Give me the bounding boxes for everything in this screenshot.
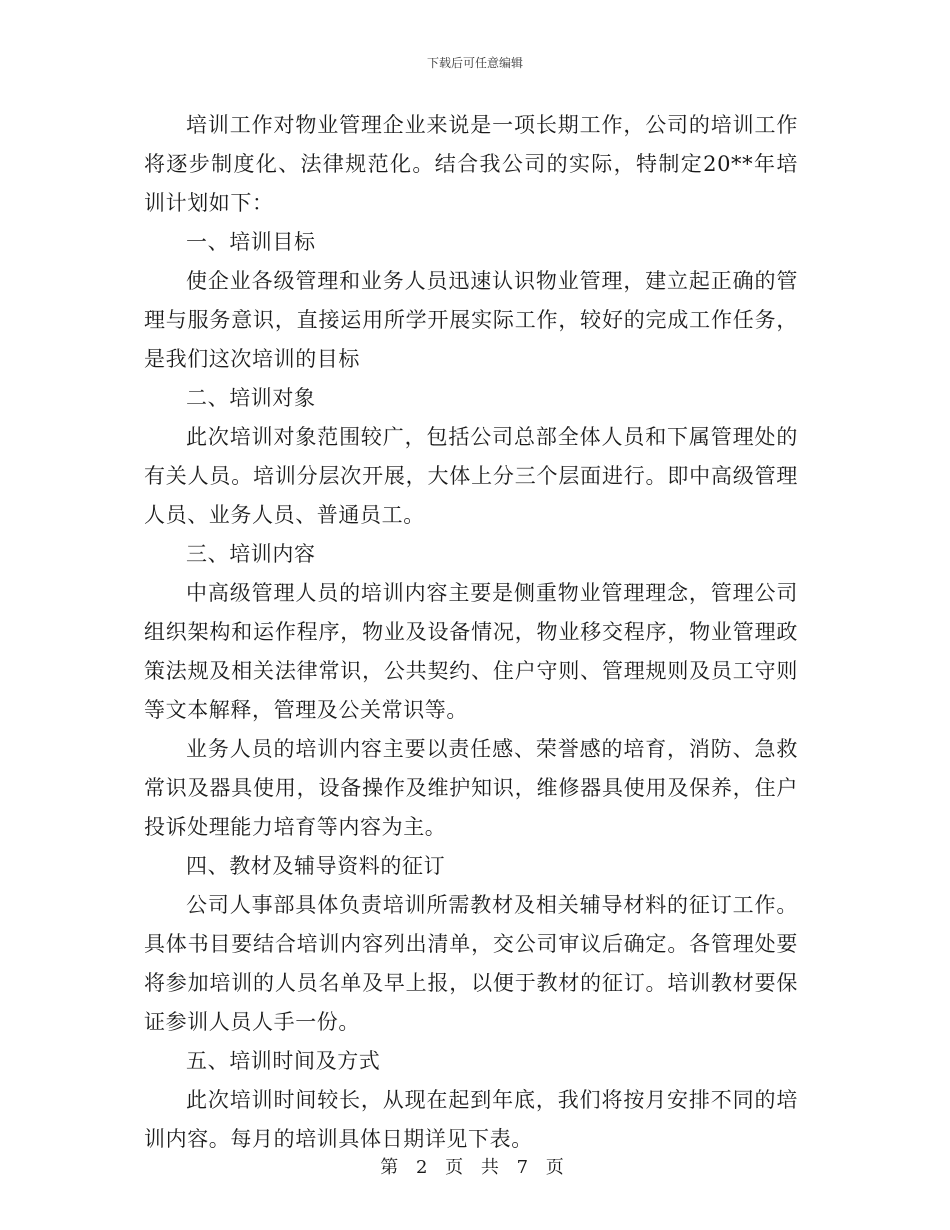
intro-paragraph: 培训工作对物业管理企业来说是一项长期工作，公司的培训工作将逐步制度化、法律规范化。结合我公司的实际，特制定20**年培训计划如下： <box>144 113 798 215</box>
section-heading-goal: 一、培训目标 <box>186 230 316 254</box>
section-heading-schedule: 五、培训时间及方式 <box>186 1049 381 1073</box>
section-heading-audience: 二、培训对象 <box>186 386 316 410</box>
header-note: 下载后可任意编辑 <box>426 56 523 70</box>
goal-paragraph: 使企业各级管理和业务人员迅速认识物业管理，建立起正确的管理与服务意识，直接运用所学开展实际工作，较好的完成工作任务，是我们这次培训的目标 <box>144 269 798 371</box>
audience-paragraph: 此次培训对象范围较广，包括公司总部全体人员和下属管理处的有关人员。培训分层次开展，大体上分三个层面进行。即中高级管理人员、业务人员、普通员工。 <box>144 425 798 527</box>
content-paragraph-managers: 中高级管理人员的培训内容主要是侧重物业管理理念，管理公司组织架构和运作程序，物业及设备情况，物业移交程序，物业管理政策法规及相关法律常识，公共契约、住户守则、管理规则及员工守则等文本解释，管理及公关常识等。 <box>144 581 798 722</box>
page-number: 第 2 页 共 7 页 <box>380 1157 570 1178</box>
document-body <box>144 106 798 1159</box>
content-paragraph-staff: 业务人员的培训内容主要以责任感、荣誉感的培育，消防、急救常识及器具使用，设备操作及维护知识，维修器具使用及保养，住户投诉处理能力培育等内容为主。 <box>144 737 798 839</box>
section-heading-materials: 四、教材及辅导资料的征订 <box>186 854 446 878</box>
materials-paragraph: 公司人事部具体负责培训所需教材及相关辅导材料的征订工作。具体书目要结合培训内容列出清单，交公司审议后确定。各管理处要将参加培训的人员名单及早上报，以便于教材的征订。培训教材要保证参训人员人手一份。 <box>144 893 798 1034</box>
schedule-paragraph: 此次培训时间较长，从现在起到年底，我们将按月安排不同的培训内容。每月的培训具体日期详见下表。 <box>144 1088 798 1151</box>
section-heading-content: 三、培训内容 <box>186 542 316 566</box>
